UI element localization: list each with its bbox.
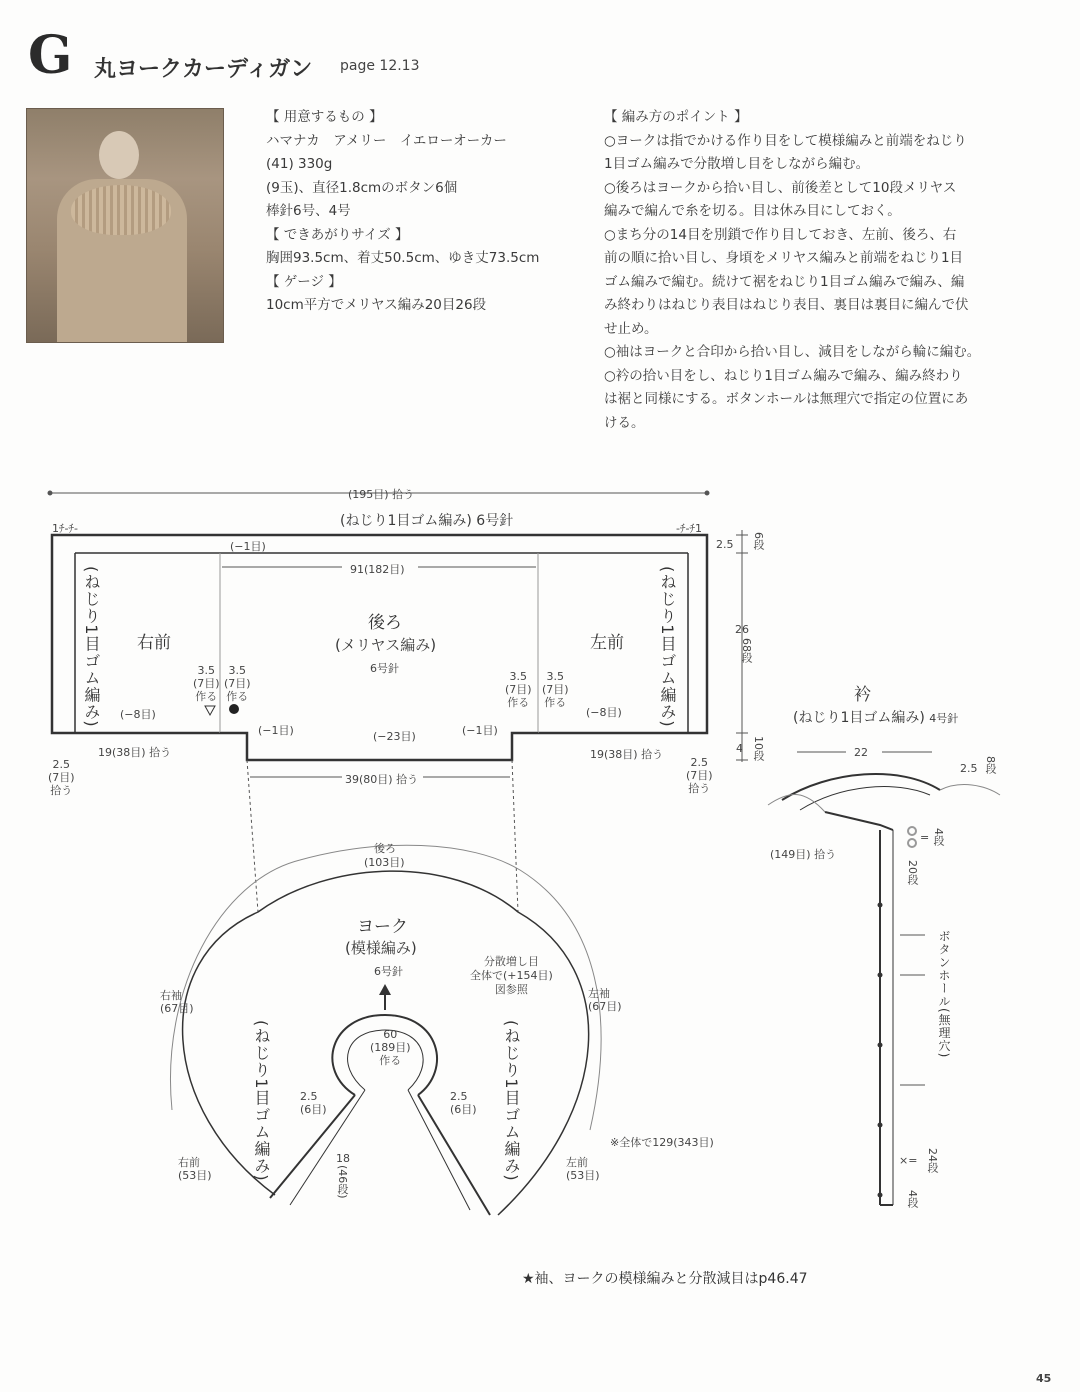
- cast-on-d: [542, 670, 569, 709]
- materials-line: (9玉)、直径1.8cmのボタン6個: [266, 179, 458, 196]
- band-width-left-1: 2.5: [300, 1090, 318, 1103]
- points-line: 1目ゴム編みで分散増し目をしながら編む。: [604, 156, 870, 172]
- hem-marks-right: -ﾁ-ﾁ1: [676, 522, 702, 535]
- band-pickup-right-3: 拾う: [688, 782, 711, 795]
- right-sleeve: [160, 989, 194, 1015]
- section-letter: G: [28, 25, 73, 86]
- cast-on-b-2: (7目): [224, 677, 251, 690]
- yoke-inc-3: 図参照: [494, 983, 528, 996]
- dec1-right: (−1目): [462, 724, 498, 737]
- dec-top-label: (−1目): [230, 540, 266, 553]
- cast-on-d-1: 3.5: [546, 670, 565, 683]
- points-line: ゴム編みで編む。続けて裾をねじり1目ゴム編みで編み、編: [604, 273, 965, 290]
- cast-on-c-1: 3.5: [509, 670, 528, 683]
- hem-marks-left: 1ﾁ-ﾁ-: [52, 522, 78, 535]
- band-pickup-left-2: (7目): [48, 771, 75, 784]
- yoke-back-count: (103目): [364, 856, 405, 869]
- points-line: ○袖はヨークと合印から拾い目し、減目をしながら輪に編む。: [604, 344, 981, 360]
- materials-line: 【 用意するもの 】: [266, 109, 383, 125]
- left-sleeve-name: 左袖: [588, 987, 610, 1000]
- page-number: 45: [1036, 1372, 1052, 1385]
- band-width-right-2: (6目): [450, 1103, 477, 1116]
- cast-on-a: [193, 664, 220, 703]
- left-front-name: 左前: [590, 633, 624, 653]
- buttonhole-rows-bottom: 4段: [906, 1190, 919, 1208]
- cast-on-b-3: 作る: [226, 690, 249, 703]
- yoke-left-front-name: 左前: [566, 1156, 588, 1169]
- neck-cast-on-2: (189目): [370, 1041, 411, 1054]
- yoke-needle: 6号針: [374, 965, 403, 978]
- buttonhole-label: ボタンホール(無理穴): [937, 930, 951, 1059]
- band-width-left-2: (6目): [300, 1103, 327, 1116]
- footnote: ★袖、ヨークの模様編みと分散減目はp46.47: [522, 1271, 808, 1287]
- yoke-inc-1: 分散増し目: [483, 955, 539, 968]
- dec23: (−23目): [373, 730, 416, 743]
- page-title: 丸ヨークカーディガン: [94, 57, 313, 82]
- right-sleeve-name: 右袖: [160, 989, 182, 1002]
- front-band-left: (ねじり1目ゴム編み): [82, 566, 101, 728]
- band-width-right: [450, 1090, 477, 1116]
- buttonhole-rows-top: 4段: [932, 828, 945, 846]
- page-reference: page 12.13: [340, 58, 420, 74]
- yoke-left-front-count: (53目): [566, 1169, 600, 1182]
- yoke-right-front-count: (53目): [178, 1169, 212, 1182]
- collar-title: 衿: [854, 685, 871, 705]
- points-line: 編みで編んで糸を切る。目は休み目にしておく。: [604, 203, 901, 219]
- points-line: ○衿の拾い目をし、ねじり1目ゴム編みで編み、編み終わり: [604, 367, 963, 384]
- yoke-total-note: ※全体で129(343目): [610, 1136, 714, 1149]
- band-pickup-left-3: 拾う: [50, 784, 73, 797]
- buttonhole-rows-mid: 24段: [926, 1148, 939, 1173]
- collar-width: 22: [854, 746, 868, 759]
- yoke-back: 後ろ: [374, 842, 396, 855]
- yoke-band-right: (ねじり1目ゴム編み): [502, 1020, 521, 1182]
- collar-height-rows: 8段: [984, 756, 997, 774]
- dec8-left: (−8目): [120, 708, 156, 721]
- h-body: 26: [735, 623, 749, 636]
- points-line: ○後ろはヨークから拾い目し、前後差として10段メリヤス: [604, 179, 957, 196]
- points-line: 【 編み方のポイント 】: [604, 109, 748, 125]
- back-name: 後ろ: [368, 613, 402, 633]
- cast-on-a-3: 作る: [195, 690, 218, 703]
- band-width-right-1: 2.5: [450, 1090, 468, 1103]
- right-sleeve-count: (67目): [160, 1002, 194, 1015]
- materials-line: 胸囲93.5cm、着丈50.5cm、ゆき丈73.5cm: [266, 250, 540, 266]
- materials-line: (41) 330g: [266, 156, 333, 172]
- materials-line: 【 ゲージ 】: [266, 273, 342, 290]
- h-hem-rows: 6段: [752, 532, 765, 550]
- points-line: 前の順に拾い目し、身頃をメリヤス編みと前端をねじり1目: [604, 250, 964, 266]
- points-line: ける。: [604, 414, 645, 431]
- yoke-right-front-name: 右前: [178, 1156, 200, 1169]
- h-hem: 2.5: [716, 538, 734, 551]
- cast-on-c-3: 作る: [507, 696, 530, 709]
- left-sleeve: [588, 987, 622, 1013]
- h-body-rows: 68段: [740, 638, 753, 663]
- band-pickup-right-2: (7目): [686, 769, 713, 782]
- yoke-increase-note: [470, 955, 553, 997]
- collar-stitch-text: (ねじり1目ゴム編み): [793, 710, 925, 726]
- dec8-right: (−8目): [586, 706, 622, 719]
- neck-cast-on: [370, 1028, 411, 1067]
- space-rows-top: 20段: [906, 860, 919, 885]
- band-pickup-right: [686, 756, 713, 795]
- materials-line: 棒針6号、4号: [266, 203, 351, 219]
- points-line: ○ヨークは指でかける作り目をして模様編みと前端をねじり: [604, 132, 967, 149]
- hem-label: (ねじり1目ゴム編み) 6号針: [340, 513, 514, 529]
- neck-cast-on-1: 60: [383, 1028, 398, 1041]
- materials-line: 【 できあがりサイズ 】: [266, 226, 409, 243]
- cast-on-b: [224, 664, 251, 703]
- band-width-left: [300, 1090, 327, 1116]
- right-front-name: 右前: [137, 633, 171, 653]
- pickup19-left: 19(38目) 拾う: [98, 746, 172, 759]
- yoke-inc-2: 全体で(+154目): [470, 969, 553, 982]
- band-height-2: (46段): [336, 1165, 349, 1199]
- points-line: は裾と同様にする。ボタンホールは無理穴で指定の位置にあ: [604, 391, 969, 407]
- h-diff: 4: [736, 742, 743, 755]
- cast-on-c-2: (7目): [505, 683, 532, 696]
- pickup39: 39(80目) 拾う: [345, 773, 419, 786]
- yoke-left-front: [566, 1156, 600, 1182]
- collar-eq-2: ×=: [899, 1154, 918, 1167]
- neck-cast-on-3: 作る: [379, 1054, 402, 1067]
- dec1-left: (−1目): [258, 724, 294, 737]
- yoke-name: ヨーク: [357, 917, 408, 937]
- band-height: [336, 1152, 350, 1199]
- points-line: ○まち分の14目を別鎖で作り目しておき、左前、後ろ、右: [604, 226, 957, 243]
- back-width-label: 91(182目): [350, 563, 405, 576]
- cast-on-a-1: 3.5: [197, 664, 216, 677]
- top-pickup-label: (195目) 拾う: [348, 488, 415, 501]
- collar-needle: 4号針: [929, 712, 959, 725]
- pickup19-right: 19(38目) 拾う: [590, 748, 664, 761]
- points-line: み終わりはねじり表目はねじり表目、裏目は裏目に編んで伏: [604, 297, 969, 313]
- points-line: せ止め。: [604, 320, 658, 337]
- collar-pickup: (149目) 拾う: [770, 848, 837, 861]
- cast-on-c: [505, 670, 532, 709]
- back-needle: 6号針: [370, 662, 399, 675]
- collar-stitch: [793, 707, 958, 727]
- cast-on-d-2: (7目): [542, 683, 569, 696]
- cast-on-a-2: (7目): [193, 677, 220, 690]
- materials-line: 10cm平方でメリヤス編み20目26段: [266, 297, 487, 313]
- collar-eq-1: =: [920, 831, 930, 844]
- band-pickup-left: [48, 758, 75, 797]
- cast-on-b-1: 3.5: [228, 664, 247, 677]
- yoke-band-left: (ねじり1目ゴム編み): [252, 1020, 271, 1182]
- band-height-1: 18: [336, 1152, 350, 1165]
- collar-height: 2.5: [960, 762, 978, 775]
- front-band-right: (ねじり1目ゴム編み): [658, 566, 677, 728]
- materials-line: ハマナカ アメリー イエローオーカー: [266, 132, 507, 149]
- band-pickup-right-1: 2.5: [690, 756, 709, 769]
- band-pickup-left-1: 2.5: [52, 758, 71, 771]
- left-sleeve-count: (67目): [588, 1000, 622, 1013]
- h-diff-rows: 10段: [752, 736, 765, 761]
- back-stitch: (メリヤス編み): [335, 636, 437, 654]
- yoke-right-front: [178, 1156, 212, 1182]
- cast-on-d-3: 作る: [544, 696, 567, 709]
- yoke-stitch: (模様編み): [345, 939, 417, 957]
